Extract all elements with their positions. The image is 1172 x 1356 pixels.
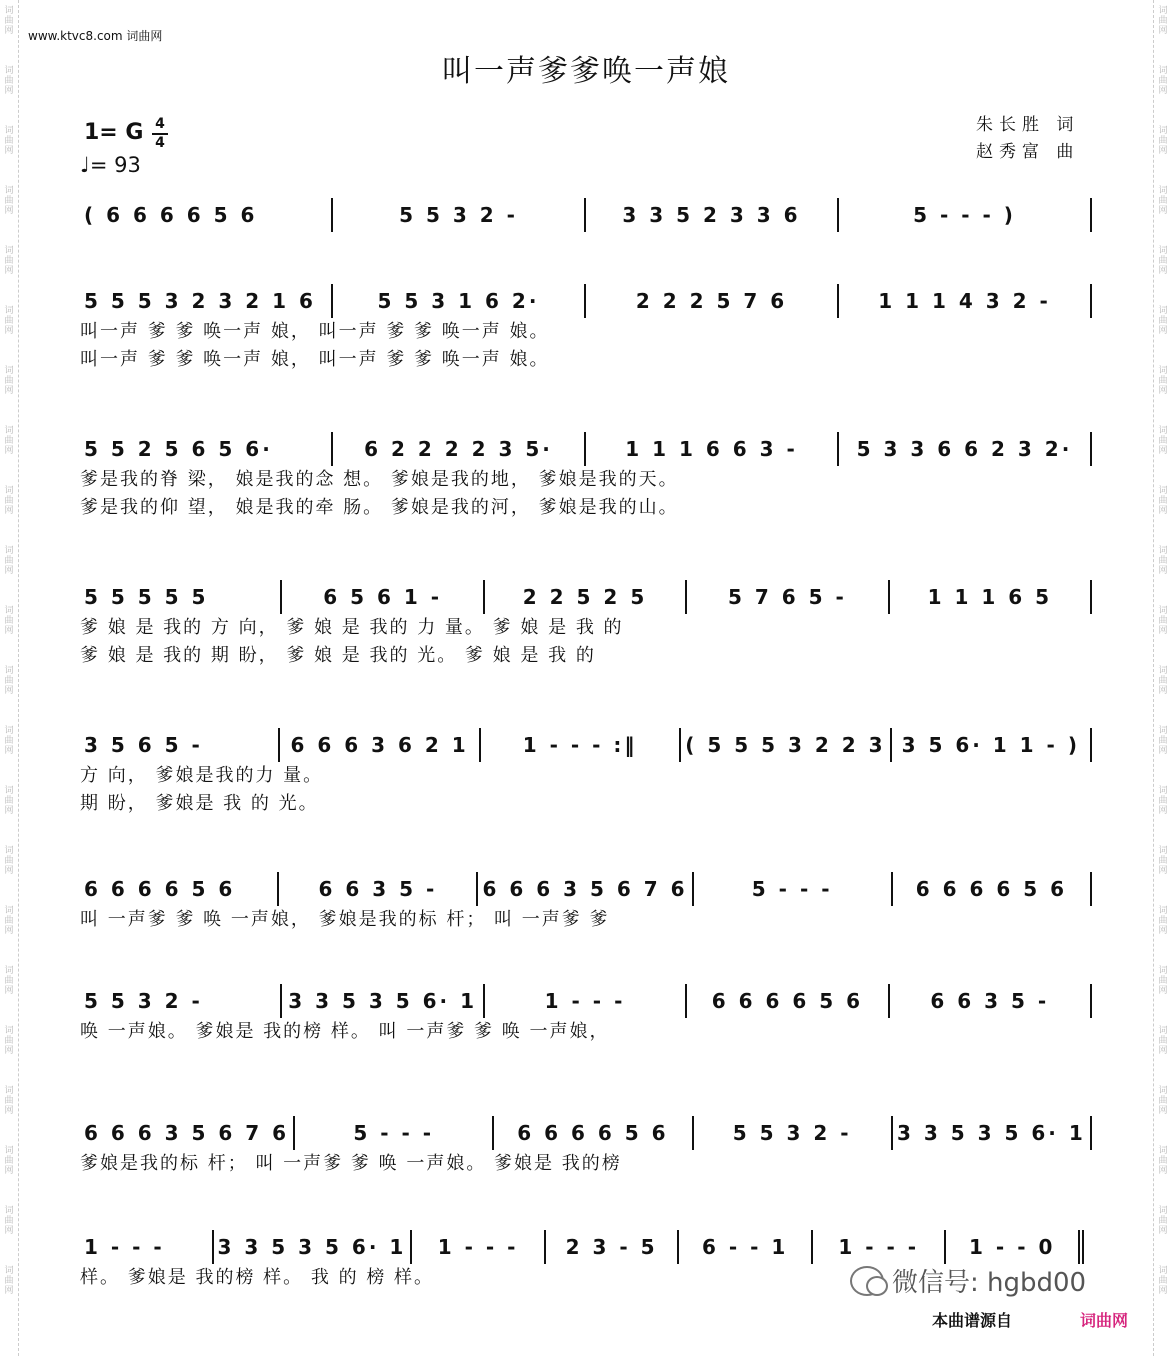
- score-system: [80, 284, 1092, 374]
- measure: 6 6 3 5 -: [318, 877, 438, 901]
- notation-line: [80, 1116, 1092, 1150]
- notation-line: [80, 984, 1092, 1018]
- watermark-glyphs: 词 曲 网: [4, 306, 14, 336]
- score-system: [80, 872, 1092, 934]
- measure: 6 6 6 6 5 6: [711, 989, 864, 1013]
- score-system: [80, 198, 1092, 232]
- tempo-mark: ♩= 93: [80, 153, 141, 177]
- watermark-glyphs: 词 曲 网: [1158, 246, 1168, 276]
- watermark-glyphs: 词 曲 网: [4, 486, 14, 516]
- barline: [1090, 872, 1092, 906]
- barline: [1090, 432, 1092, 466]
- watermark-glyphs: 词 曲 网: [4, 1266, 14, 1296]
- measure: 6 6 6 3 5 6 7 6: [482, 877, 688, 901]
- time-bottom: 4: [155, 135, 165, 151]
- measure: 5 5 5 5 5: [84, 585, 209, 609]
- barline: [1090, 728, 1092, 762]
- brand-logo: 词曲网: [1080, 1311, 1129, 1330]
- score-system: [80, 984, 1092, 1046]
- barline: [1078, 1230, 1092, 1264]
- lyric-line: 爹娘是我的标 杆； 叫 一声爹 爹 唤 一声娘。 爹娘是 我的榜: [80, 1153, 622, 1174]
- measure: 6 - - 1: [701, 1235, 789, 1259]
- watermark-glyphs: 词 曲 网: [1158, 66, 1168, 96]
- watermark-glyphs: 词 曲 网: [1158, 606, 1168, 636]
- watermark-glyphs: 词 曲 网: [1158, 6, 1168, 36]
- watermark-glyphs: 词 曲 网: [4, 1026, 14, 1056]
- watermark-glyphs: 词 曲 网: [1158, 546, 1168, 576]
- watermark-glyphs: 词 曲 网: [4, 186, 14, 216]
- measure: 5 5 3 2 -: [732, 1121, 852, 1145]
- measure: 5 5 2 5 6 5 6·: [84, 437, 273, 461]
- watermark-glyphs: 词 曲 网: [1158, 126, 1168, 156]
- barline: [1090, 284, 1092, 318]
- measure: 5 - - -: [353, 1121, 435, 1145]
- watermark-glyphs: 词 曲 网: [1158, 1206, 1168, 1236]
- measure: 1 1 1 4 3 2 -: [878, 289, 1051, 313]
- watermark-glyphs: 词 曲 网: [4, 426, 14, 456]
- watermark-glyphs: 词 曲 网: [4, 606, 14, 636]
- notation-line: [80, 432, 1092, 466]
- lyric-line: 爹是我的仰 望， 娘是我的牵 肠。 爹娘是我的河， 爹娘是我的山。: [80, 497, 679, 518]
- left-watermark-strip: [0, 0, 19, 1356]
- measure: ( 5 5 5 3 2 2 3: [685, 733, 886, 757]
- score-system: [80, 728, 1092, 818]
- measure: 2 2 5 2 5: [522, 585, 648, 609]
- measure: 5 7 6 5 -: [728, 585, 847, 609]
- measure: 5 5 3 2 -: [399, 203, 518, 227]
- lyric-line: 叫一声 爹 爹 唤一声 娘， 叫一声 爹 爹 唤一声 娘。: [80, 349, 550, 370]
- watermark-glyphs: 词 曲 网: [1158, 366, 1168, 396]
- watermark-glyphs: 词 曲 网: [4, 966, 14, 996]
- wechat-icon: [850, 1266, 884, 1296]
- source-label: 本曲谱源自: [932, 1311, 1013, 1330]
- measure: 1 1 1 6 6 3 -: [625, 437, 798, 461]
- measure: 2 2 2 5 7 6: [635, 289, 788, 313]
- measure: 3 3 5 3 5 6· 1: [288, 989, 477, 1013]
- measure: 1 - - -: [838, 1235, 920, 1259]
- wechat-id: 微信号: hgbd00: [892, 1268, 1087, 1298]
- notation-line: [80, 580, 1092, 614]
- watermark-glyphs: 词 曲 网: [4, 726, 14, 756]
- watermark-glyphs: 词 曲 网: [4, 1206, 14, 1236]
- watermark-glyphs: 词 曲 网: [4, 786, 14, 816]
- score-system: [80, 1116, 1092, 1178]
- watermark-glyphs: 词 曲 网: [1158, 486, 1168, 516]
- measure: 3 3 5 2 3 3 6: [622, 203, 801, 227]
- measure: 1 - - - :‖: [522, 733, 638, 757]
- barline: [1090, 198, 1092, 232]
- lyric-line: 爹 娘 是 我的 方 向， 爹 娘 是 我的 力 量。 爹 娘 是 我 的: [80, 617, 624, 638]
- watermark-glyphs: 词 曲 网: [1158, 1026, 1168, 1056]
- lyric-line: 期 盼， 爹娘是 我 的 光。: [80, 793, 319, 814]
- measure: 5 - - -: [751, 877, 833, 901]
- barline: [1090, 1116, 1092, 1150]
- measure: 6 6 6 6 5 6: [915, 877, 1068, 901]
- measure: 5 5 5 3 2 3 2 1 6: [84, 289, 316, 313]
- watermark-glyphs: 词 曲 网: [1158, 186, 1168, 216]
- wechat-watermark: [850, 1262, 1086, 1299]
- score-system: [80, 432, 1092, 522]
- watermark-glyphs: 词 曲 网: [4, 1146, 14, 1176]
- time-top: 4: [155, 116, 165, 132]
- notation-line: [80, 728, 1092, 762]
- time-signature: [152, 116, 168, 152]
- watermark-glyphs: 词 曲 网: [4, 546, 14, 576]
- watermark-glyphs: 词 曲 网: [4, 846, 14, 876]
- watermark-glyphs: 词 曲 网: [1158, 1266, 1168, 1296]
- measure: 6 5 6 1 -: [323, 585, 443, 609]
- measure: 5 5 3 2 -: [84, 989, 203, 1013]
- measure: 1 - - -: [437, 1235, 519, 1259]
- measure: 1 - - 0: [969, 1235, 1056, 1259]
- page-title: 叫一声爹爹唤一声娘: [442, 54, 730, 89]
- score-system: [80, 580, 1092, 670]
- watermark-glyphs: 词 曲 网: [4, 906, 14, 936]
- measure: ( 6 6 6 6 5 6: [84, 203, 258, 227]
- watermark-glyphs: 词 曲 网: [4, 66, 14, 96]
- lyric-line: 方 向， 爹娘是我的力 量。: [80, 765, 324, 786]
- lyricist-credit: 朱长胜 词: [976, 115, 1080, 135]
- watermark-glyphs: 词 曲 网: [4, 126, 14, 156]
- measure: 1 1 1 6 5: [927, 585, 1053, 609]
- lyric-line: 叫 一声爹 爹 唤 一声娘， 爹娘是我的标 杆； 叫 一声爹 爹: [80, 909, 610, 930]
- right-watermark-strip: [1153, 0, 1172, 1356]
- measure: 2 3 - 5: [565, 1235, 658, 1259]
- barline: [1090, 984, 1092, 1018]
- watermark-glyphs: 词 曲 网: [4, 666, 14, 696]
- watermark-glyphs: 词 曲 网: [1158, 306, 1168, 336]
- measure: 6 2 2 2 2 3 5·: [364, 437, 553, 461]
- watermark-glyphs: 词 曲 网: [1158, 726, 1168, 756]
- lyric-line: 爹是我的脊 梁， 娘是我的念 想。 爹娘是我的地， 爹娘是我的天。: [80, 469, 679, 490]
- notation-line: [80, 872, 1092, 906]
- lyric-line: 爹 娘 是 我的 期 盼， 爹 娘 是 我的 光。 爹 娘 是 我 的: [80, 645, 596, 666]
- notation-line: [80, 1230, 1092, 1264]
- watermark-glyphs: 词 曲 网: [4, 246, 14, 276]
- lyric-line: 样。 爹娘是 我的榜 样。 我 的 榜 样。: [80, 1267, 435, 1288]
- watermark-glyphs: 词 曲 网: [1158, 846, 1168, 876]
- watermark-glyphs: 词 曲 网: [1158, 426, 1168, 456]
- measure: 5 5 3 1 6 2·: [377, 289, 540, 313]
- watermark-glyphs: 词 曲 网: [4, 366, 14, 396]
- barline: [1090, 580, 1092, 614]
- measure: 1 - - -: [84, 1235, 165, 1259]
- lyric-line: 叫一声 爹 爹 唤一声 娘， 叫一声 爹 爹 唤一声 娘。: [80, 321, 550, 342]
- measure: 5 - - - ): [913, 203, 1016, 227]
- measure: 5 3 3 6 6 2 3 2·: [856, 437, 1073, 461]
- measure: 3 3 5 3 5 6· 1: [217, 1235, 407, 1259]
- measure: 6 6 6 6 5 6: [517, 1121, 669, 1145]
- watermark-glyphs: 词 曲 网: [1158, 786, 1168, 816]
- measure: 6 6 6 3 6 2 1: [290, 733, 469, 757]
- lyric-line: 唤 一声娘。 爹娘是 我的榜 样。 叫 一声爹 爹 唤 一声娘，: [80, 1021, 610, 1042]
- notation-line: [80, 198, 1092, 232]
- measure: 6 6 3 5 -: [930, 989, 1050, 1013]
- watermark-glyphs: 词 曲 网: [1158, 1146, 1168, 1176]
- measure: 6 6 6 3 5 6 7 6: [84, 1121, 290, 1145]
- measure: 3 3 5 3 5 6· 1: [897, 1121, 1086, 1145]
- measure: 1 - - -: [544, 989, 626, 1013]
- key-signature: 1= G: [84, 120, 144, 145]
- watermark-glyphs: 词 曲 网: [1158, 666, 1168, 696]
- watermark-glyphs: 词 曲 网: [1158, 966, 1168, 996]
- watermark-glyphs: 词 曲 网: [4, 6, 14, 36]
- site-label: www.ktvc8.com 词曲网: [28, 29, 163, 43]
- measure: 3 5 6 5 -: [84, 733, 203, 757]
- composer-credit: 赵秀富 曲: [976, 142, 1080, 162]
- measure: 6 6 6 6 5 6: [84, 877, 236, 901]
- watermark-glyphs: 词 曲 网: [4, 1086, 14, 1116]
- notation-line: [80, 284, 1092, 318]
- watermark-glyphs: 词 曲 网: [1158, 906, 1168, 936]
- watermark-glyphs: 词 曲 网: [1158, 1086, 1168, 1116]
- measure: 3 5 6· 1 1 - ): [901, 733, 1080, 757]
